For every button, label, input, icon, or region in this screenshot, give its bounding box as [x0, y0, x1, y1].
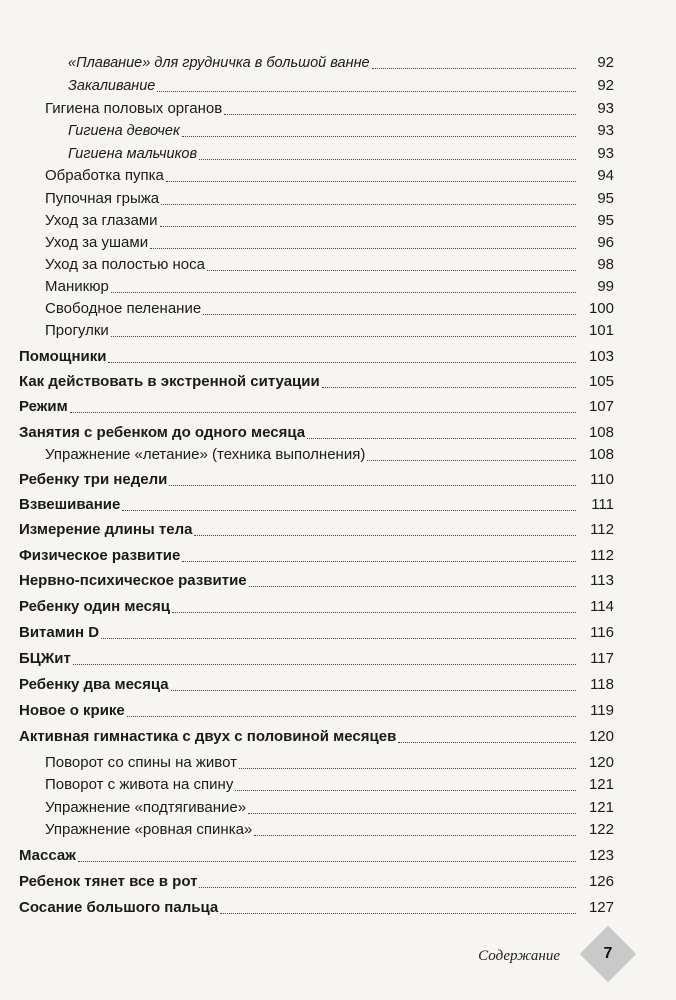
- toc-entry-title: Пупочная грыжа: [45, 190, 160, 207]
- toc-entry: [45, 772, 614, 794]
- toc-entry-title: Гигиена девочек: [68, 123, 180, 139]
- toc-entry: [45, 795, 614, 817]
- toc-entry: [45, 274, 614, 296]
- toc-entry-page: 121: [588, 776, 614, 793]
- toc-entry: [19, 869, 614, 891]
- toc-dot-leader: [322, 387, 576, 388]
- toc-dot-leader: [182, 136, 576, 137]
- toc-entry: [68, 73, 614, 95]
- toc-entry-title: Режим: [19, 398, 68, 415]
- toc-entry: [45, 817, 614, 839]
- toc-entry: [19, 394, 614, 416]
- toc-entry-title: Измерение длины тела: [19, 521, 193, 538]
- toc-entry-title: Ребенку один месяц: [19, 598, 170, 615]
- toc-entry-page: 112: [590, 521, 614, 538]
- toc-entry-title: Ребенку три недели: [19, 471, 168, 488]
- toc-entry: [19, 344, 614, 366]
- toc-entry: [19, 698, 614, 720]
- toc-entry-title: Маникюр: [45, 278, 109, 295]
- toc-entry-title: Уход за полостью носа: [45, 256, 205, 273]
- toc-entry: [45, 230, 614, 252]
- toc-entry-title: Гигиена мальчиков: [68, 146, 198, 162]
- toc-entry: [19, 543, 614, 565]
- toc-entry-page: 93: [597, 122, 614, 139]
- toc-entry: [19, 467, 614, 489]
- toc-dot-leader: [249, 586, 576, 587]
- toc-entry: [19, 420, 614, 442]
- toc-entry: [19, 724, 614, 746]
- toc-entry: [45, 296, 614, 318]
- toc-entry-page: 122: [588, 821, 614, 838]
- toc-dot-leader: [169, 485, 576, 486]
- toc-entry: [19, 843, 614, 865]
- toc-entry-page: 95: [597, 212, 614, 229]
- toc-dot-leader: [172, 612, 576, 613]
- toc-entry-title: Новое о крике: [19, 702, 125, 719]
- toc-dot-leader: [160, 226, 577, 227]
- toc-entry-page: 96: [597, 234, 614, 251]
- toc-entry-page: 111: [591, 496, 614, 513]
- toc-entry-title: Обработка пупка: [45, 167, 164, 184]
- toc-entry: [19, 492, 614, 514]
- toc-entry: [19, 672, 614, 694]
- toc-entry: [45, 252, 614, 274]
- footer-section-label: Содержание: [478, 948, 560, 964]
- toc-entry-page: 93: [597, 100, 614, 117]
- toc-entry-page: 95: [597, 190, 614, 207]
- toc-dot-leader: [166, 181, 576, 182]
- toc-dot-leader: [73, 664, 576, 665]
- toc-entry-page: 105: [588, 373, 614, 390]
- toc-entry: [19, 895, 614, 917]
- toc-entry-title: Как действовать в экстренной ситуации: [19, 373, 320, 390]
- toc-entry: [68, 50, 614, 72]
- toc-entry-page: 92: [597, 77, 614, 94]
- toc-entry: [45, 318, 614, 340]
- toc-entry: [19, 594, 614, 616]
- toc-entry: [68, 118, 614, 140]
- toc-entry-page: 101: [588, 322, 614, 339]
- toc-entry-title: Прогулки: [45, 322, 109, 339]
- toc-entry: [45, 96, 614, 118]
- toc-entry-title: Упражнение «ровная спинка»: [45, 821, 253, 838]
- toc-entry-title: Физическое развитие: [19, 547, 181, 564]
- toc-entry-page: 99: [597, 278, 614, 295]
- toc-entry-page: 112: [590, 547, 614, 564]
- toc-dot-leader: [207, 270, 576, 271]
- toc-entry-title: Ребенок тянет все в рот: [19, 873, 198, 890]
- toc-entry-title: Упражнение «подтягивание»: [45, 799, 247, 816]
- toc-entry-title: Поворот со спины на живот: [45, 754, 237, 771]
- toc-entry-title: Уход за глазами: [45, 212, 158, 229]
- toc-dot-leader: [171, 690, 576, 691]
- toc-entry-title: Занятия с ребенком до одного месяца: [19, 424, 306, 441]
- toc-dot-leader: [150, 248, 576, 249]
- toc-dot-leader: [111, 292, 576, 293]
- toc-dot-leader: [254, 835, 576, 836]
- toc-dot-leader: [203, 314, 576, 315]
- toc-entry-title: «Плавание» для грудничка в большой ванне: [68, 55, 370, 71]
- toc-entry-title: БЦЖит: [19, 650, 71, 667]
- toc-entry-page: 108: [588, 424, 614, 441]
- toc-entry-page: 93: [597, 145, 614, 162]
- toc-entry-page: 108: [588, 446, 614, 463]
- toc-entry-title: Нервно-психическое развитие: [19, 572, 247, 589]
- toc-dot-leader: [111, 336, 576, 337]
- toc-entry-title: Гигиена половых органов: [45, 100, 223, 117]
- toc-entry: [68, 141, 614, 163]
- toc-entry: [45, 163, 614, 185]
- toc-dot-leader: [127, 716, 576, 717]
- toc-entry-title: Закаливание: [68, 78, 156, 94]
- toc-entry-page: 116: [590, 624, 614, 641]
- toc-entry-page: 110: [590, 471, 614, 488]
- toc-entry-page: 127: [588, 899, 614, 916]
- toc-entry-page: 120: [588, 728, 614, 745]
- toc-entry-title: Упражнение «летание» (техника выполнения): [45, 446, 366, 463]
- toc-entry: [45, 208, 614, 230]
- toc-dot-leader: [157, 91, 576, 92]
- toc-dot-leader: [398, 742, 576, 743]
- toc-entry: [19, 568, 614, 590]
- toc-entry-page: 113: [590, 572, 614, 589]
- toc-entry-page: 120: [588, 754, 614, 771]
- toc-entry-page: 126: [588, 873, 614, 890]
- toc-entry-page: 98: [597, 256, 614, 273]
- toc-entry-page: 94: [597, 167, 614, 184]
- toc-entry-title: Активная гимнастика с двух с половиной месяцев: [19, 728, 397, 745]
- toc-entry-title: Взвешивание: [19, 496, 121, 513]
- toc-entry-page: 119: [590, 702, 614, 719]
- toc-dot-leader: [199, 159, 576, 160]
- toc-dot-leader: [224, 114, 576, 115]
- toc-entry-page: 123: [588, 847, 614, 864]
- toc-dot-leader: [70, 412, 576, 413]
- toc-entry: [19, 620, 614, 642]
- toc-entry-page: 103: [588, 348, 614, 365]
- toc-entry-page: 118: [590, 676, 614, 693]
- toc-entry: [19, 517, 614, 539]
- toc-dot-leader: [248, 813, 576, 814]
- toc-dot-leader: [108, 362, 576, 363]
- toc-entry-page: 114: [590, 598, 614, 615]
- toc-dot-leader: [235, 790, 576, 791]
- toc-dot-leader: [122, 510, 576, 511]
- toc-entry-page: 117: [590, 650, 614, 667]
- toc-entry: [45, 750, 614, 772]
- toc-dot-leader: [101, 638, 576, 639]
- toc-dot-leader: [367, 460, 576, 461]
- toc-entry-title: Помощники: [19, 348, 107, 365]
- toc-entry: [45, 442, 614, 464]
- toc-dot-leader: [78, 861, 576, 862]
- toc-entry-page: 107: [588, 398, 614, 415]
- toc-dot-leader: [220, 913, 576, 914]
- toc-entry-title: Ребенку два месяца: [19, 676, 169, 693]
- toc-dot-leader: [239, 768, 576, 769]
- toc-entry-title: Уход за ушами: [45, 234, 149, 251]
- toc-entry-title: Сосание большого пальца: [19, 899, 219, 916]
- toc-entry: [19, 369, 614, 391]
- toc-dot-leader: [372, 68, 576, 69]
- toc-dot-leader: [199, 887, 576, 888]
- toc-entry: [45, 186, 614, 208]
- toc-entry-page: 121: [588, 799, 614, 816]
- toc-dot-leader: [307, 438, 576, 439]
- toc-entry-title: Массаж: [19, 847, 76, 864]
- page-footer: [0, 930, 676, 990]
- page-number: 7: [603, 945, 613, 962]
- toc-entry: [19, 646, 614, 668]
- toc-entry-title: Витамин D: [19, 624, 100, 641]
- toc-dot-leader: [161, 204, 576, 205]
- toc-entry-title: Свободное пеленание: [45, 300, 202, 317]
- toc-dot-leader: [182, 561, 576, 562]
- toc-dot-leader: [194, 535, 576, 536]
- toc-entry-page: 100: [588, 300, 614, 317]
- toc-entry-title: Поворот с живота на спину: [45, 776, 234, 793]
- toc-entry-page: 92: [597, 54, 614, 71]
